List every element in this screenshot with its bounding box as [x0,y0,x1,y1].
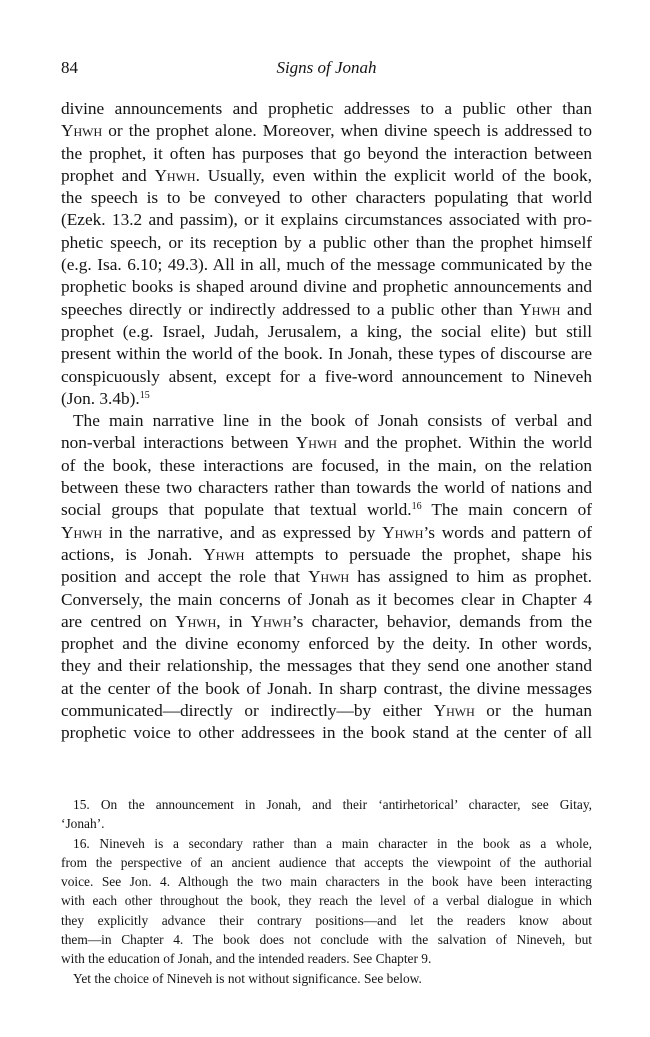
text-line: Yhwh in the narrative, and as expressed by Yhwh’s words and pattern of [61,522,592,542]
text-line: divine announcements and prophetic addresses to a public other than [61,99,592,118]
text-line: (Jon. 3.4b).$^{15}$ [61,388,150,408]
text-line: speeches directly or indirectly addressed to a public other than Yhwh and [61,299,592,319]
footnote-line: ‘Jonah’. [61,816,105,832]
page-number: 84 [61,58,78,77]
text-line: the prophet, it often has purposes that go beyond the interaction between [61,143,592,163]
text-line: prophet (e.g. Israel, Judah, Jerusalem, a king, the social elite) but still [61,321,592,341]
text-line: are centred on Yhwh, in Yhwh’s character, behavior, demands from the [61,611,592,631]
text-line: the speech is to be conveyed to other characters populating that world [61,188,592,208]
text-line: Yhwh or the prophet alone. Moreover, when divine speech is addressed to [61,121,592,141]
footnote-line: they explicitly advance their contrary positions—and let the readers know about [61,912,592,928]
text-line: position and accept the role that Yhwh has assigned to him as prophet. [61,567,592,587]
footnote-line: voice. See Jon. 4. Although the two main characters in the book have been interacting [61,874,592,890]
text-line: communicated—directly or indirectly—by either Yhwh or the human [61,701,592,721]
text-line: prophet and the divine economy enforced by the deity. In other words, [61,634,592,654]
paragraph [61,410,592,744]
footnote [61,834,592,969]
text-line: phetic speech, or its reception by a public other than the prophet himself [61,232,592,252]
text-line: (e.g. Isa. 6.10; 49.3). All in all, much of the message communicated by the [61,255,592,275]
text-line: conspicuously absent, except for a five-word announcement to Nineveh [61,366,592,386]
running-title: Signs of Jonah [276,58,377,77]
text-line: actions, is Jonah. Yhwh attempts to persuade the prophet, shape his [61,544,592,564]
text-line: social groups that populate that textual world.$^{16}$ The main concern of [61,500,592,520]
paragraph [61,98,592,410]
footnote-line: Yet the choice of Nineveh is not without significance. See below. [73,970,422,986]
footnote [61,795,592,834]
text-line: they and their relationship, the messages that they send one another stand [61,656,592,676]
footnotes [61,795,592,988]
text-line: prophet and Yhwh. Usually, even within the explicit world of the book, [61,165,592,185]
footnote-line: them—in Chapter 4. The book does not conclude with the salvation of Nineveh, but [61,932,592,948]
text-line: non-verbal interactions between Yhwh and the prophet. Within the world [61,433,592,453]
footnote-line: 15. On the announcement in Jonah, and their ‘antirhetorical’ character, see Gitay, [73,797,592,812]
text-line: (Ezek. 13.2 and passim), or it explains circumstances associated with pro- [61,210,592,230]
footnote [61,969,592,988]
footnote-line: from the perspective of an ancient audience that accepts the viewpoint of the authorial [61,854,592,870]
text-line: Conversely, the main concerns of Jonah as it becomes clear in Chapter 4 [61,589,592,609]
text-line: present within the world of the book. In Jonah, these types of discourse are [61,344,592,364]
text-line: between these two characters rather than towards the world of nations and [61,478,592,498]
footnote-line: with the education of Jonah, and the intended readers. See Chapter 9. [61,951,432,967]
text-line: at the center of the book of Jonah. In sharp contrast, the divine messages [61,678,592,698]
body-text [61,98,592,745]
footnote-line: with each other throughout the book, they reach the level of a verbal dialogue in which [61,893,592,909]
text-line: The main narrative line in the book of Jonah consists of verbal and [73,411,592,431]
running-header [61,58,592,82]
text-line: of the book, these interactions are focused, in the main, on the relation [61,455,592,475]
footnote-line: 16. Nineveh is a secondary rather than a main character in the book as a whole, [73,835,592,851]
text-line: prophetic books is shaped around divine and prophetic announcements and [61,277,592,297]
text-line: prophetic voice to other addressees in the book stand at the center of all [61,723,592,743]
